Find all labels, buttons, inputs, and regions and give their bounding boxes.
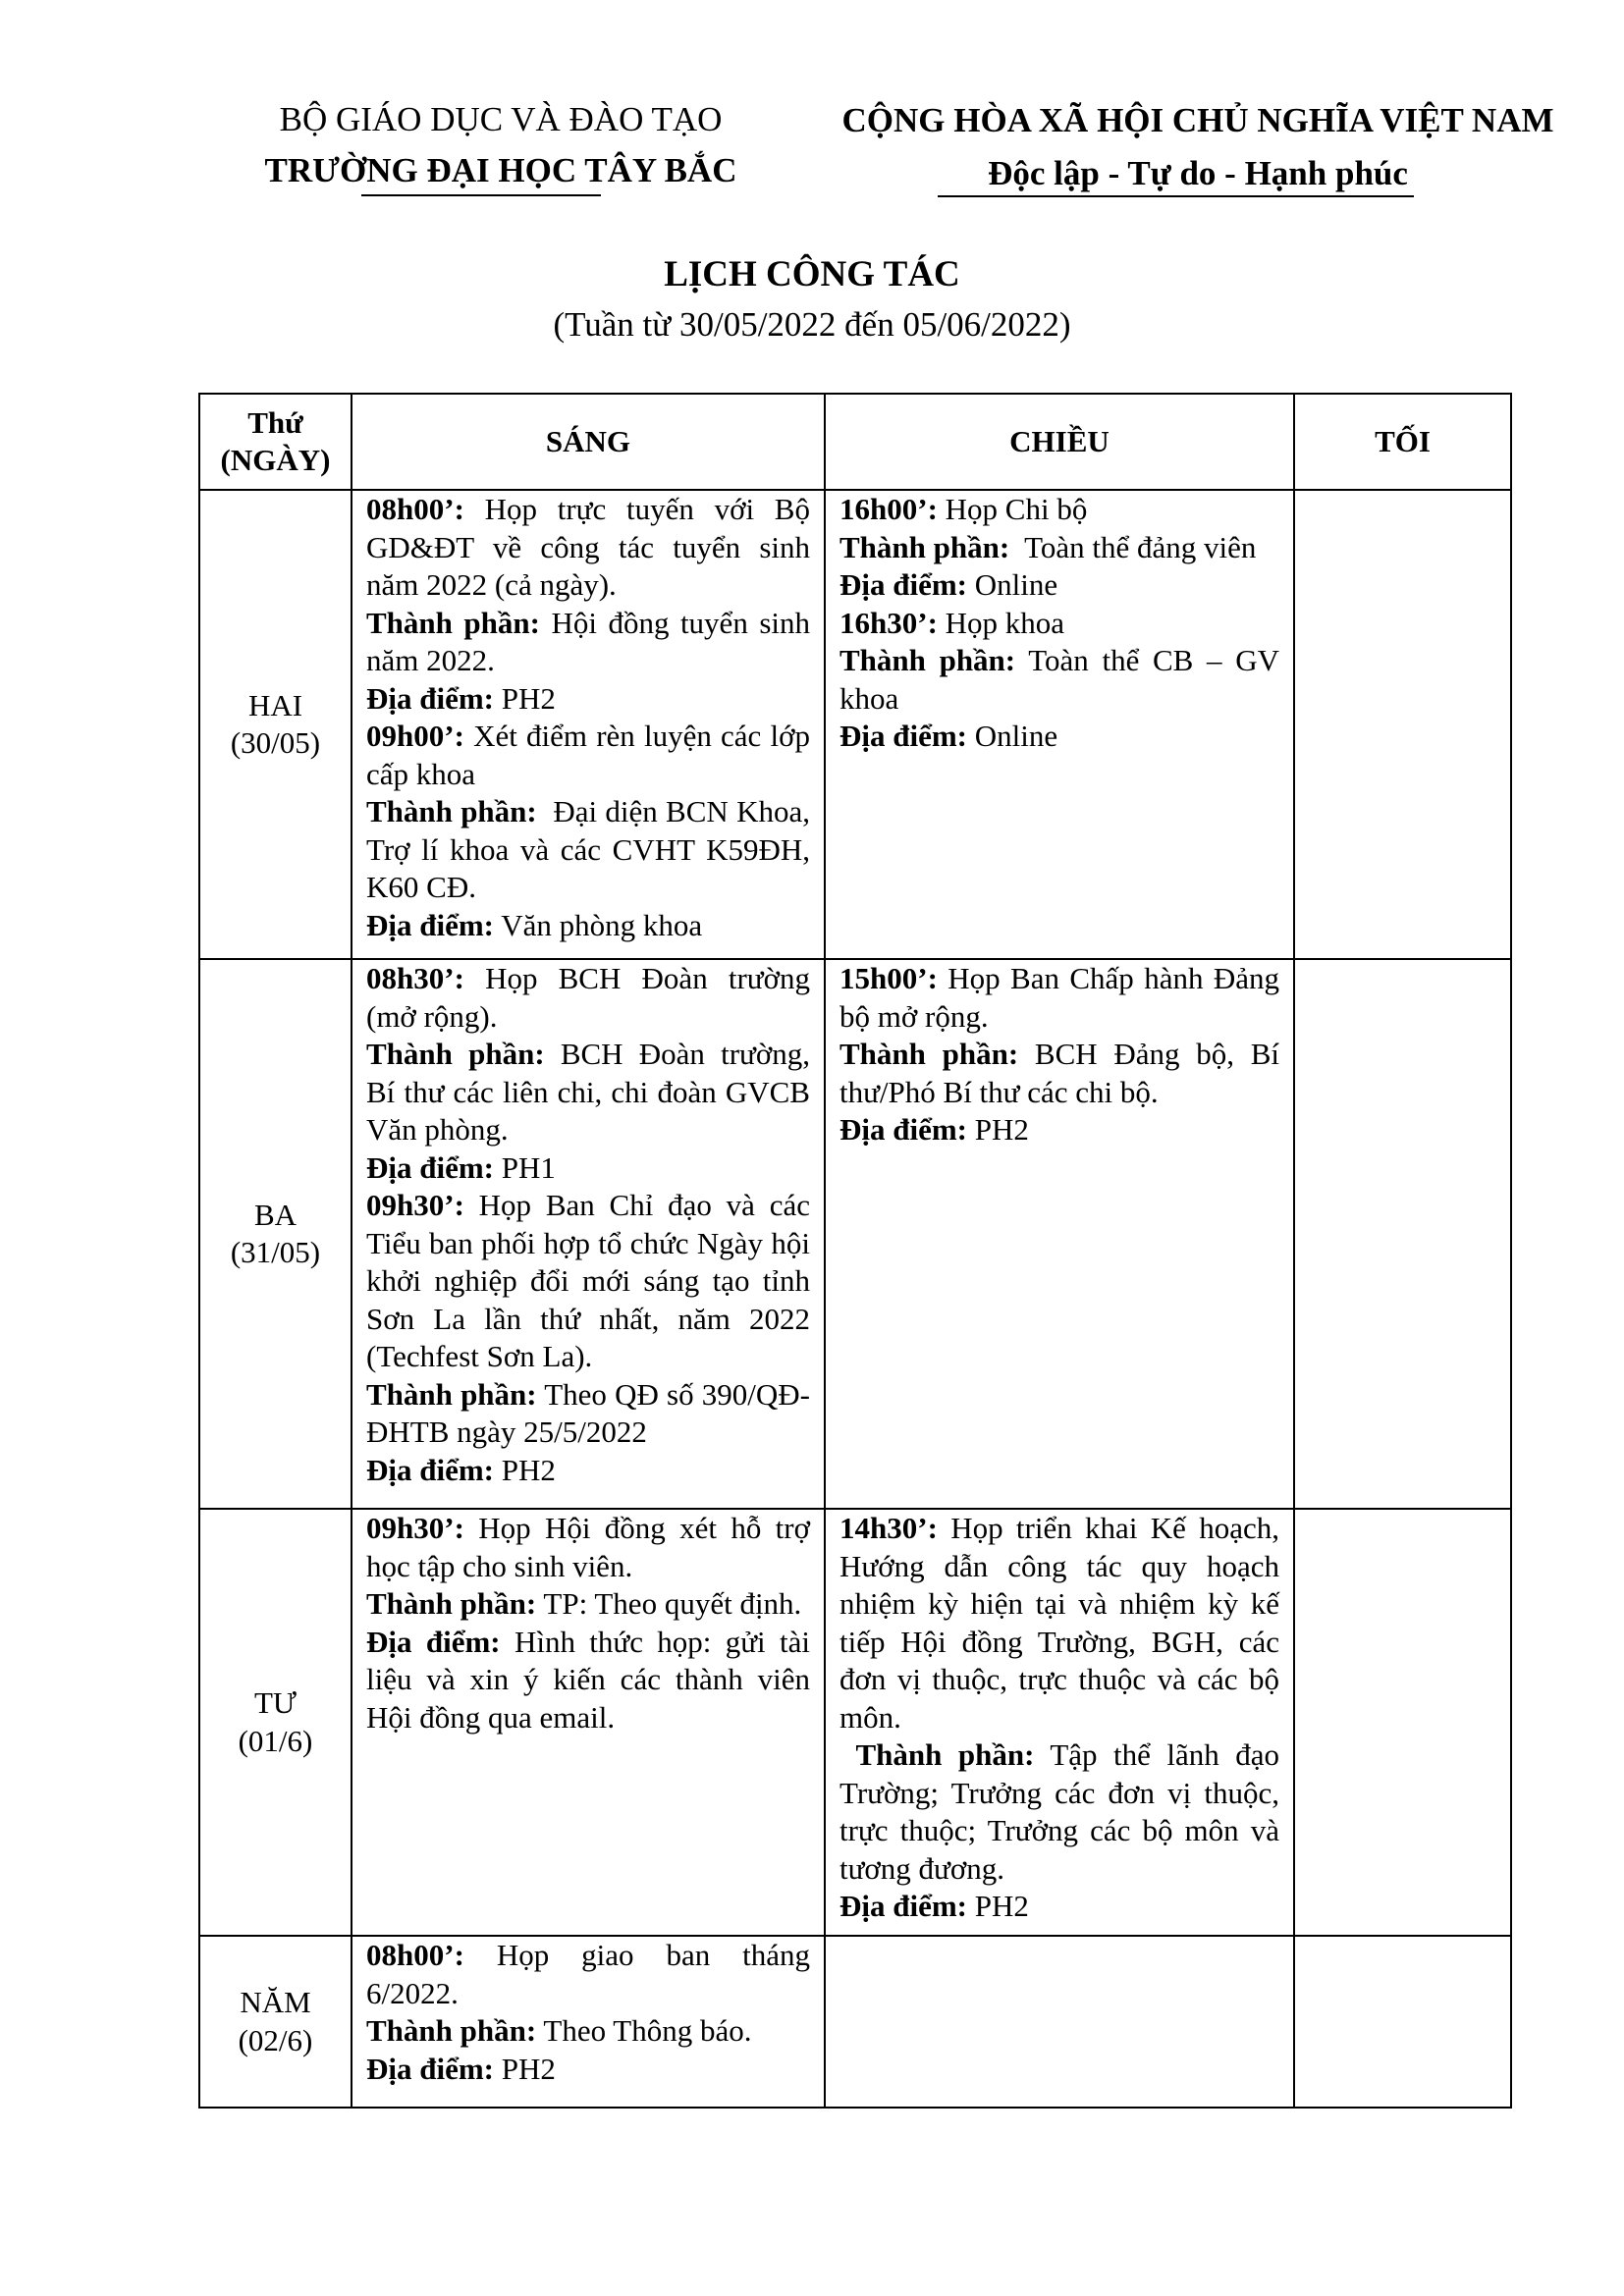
schedule-header-row [199,394,1511,490]
schedule-entry [366,2012,810,2051]
day-cell [199,959,352,1509]
schedule-entry [839,1111,1279,1149]
entry-text: PH2 [967,1889,1029,1923]
schedule-entry [839,1888,1279,1926]
entry-label: Thành phần: [366,794,537,828]
entry-label: Địa điểm: [839,1112,968,1147]
evening-cell [1294,490,1511,959]
schedule-entry [839,491,1279,529]
schedule-entry [839,1036,1287,1111]
day-date: (31/05) [230,1235,321,1269]
afternoon-cell [825,1509,1294,1936]
entry-text: Họp Chi bộ [937,492,1088,526]
day-date: (01/6) [238,1723,313,1758]
entry-label: Thành phần: [366,605,540,640]
entry-text: BCH Đảng bộ, Bí thư/Phó Bí thư các chi bộ. [839,1037,1287,1109]
schedule-entry [366,1376,810,1452]
schedule-row [199,1509,1511,1936]
entry-label: Địa điểm: [366,1624,501,1659]
entry-label: Thành phần: [839,1737,1035,1772]
schedule-entry [839,529,1279,567]
schedule-entry [366,1510,818,1585]
day-date: (30/05) [230,725,321,760]
schedule-entry [366,907,810,945]
header-day-line1: Thứ [247,404,303,440]
entry-label: Thành phần: [366,1037,545,1071]
entry-label: Địa điểm: [366,2051,495,2086]
entry-label: Thành phần: [839,643,1016,677]
morning-cell [352,490,825,959]
entry-text: Họp trực tuyến với Bộ GD&ĐT về công tác tuyển sinh năm 2022 (cả ngày). [366,492,818,602]
entry-text: Theo Thông báo. [536,2013,752,2048]
header-right-underline [938,195,1414,197]
day-name: HAI [247,687,303,722]
entry-label: 16h00’: [839,492,938,526]
header-left [196,94,805,196]
document-title: LỊCH CÔNG TÁC [664,254,960,294]
entry-text: Xét điểm rèn luyện các lớp cấp khoa [366,719,818,791]
entry-label: Thành phần: [366,1586,537,1621]
entry-text: Họp BCH Đoàn trường (mở rộng). [366,961,818,1034]
schedule-entry [839,718,1279,756]
afternoon-cell [825,490,1294,959]
entry-label: 15h00’: [839,961,938,995]
schedule-row [199,959,1511,1509]
header-left-underline [361,194,601,196]
ministry-name: BỘ GIÁO DỤC VÀ ĐÀO TẠO [279,100,723,138]
schedule-entry [839,642,1287,718]
entry-text: PH2 [494,1452,556,1487]
entry-text: Họp Ban Chỉ đạo và các Tiểu ban phối hợp tổ chức Ngày hội khởi nghiệp đổi mới sáng tạo tỉnh Sơn La lần thứ nhất, năm 2022 (Techfest Sơn La). [366,1188,818,1373]
entry-label: Địa điểm: [366,1452,495,1487]
header-right [815,94,1581,200]
entry-text: Hội đồng tuyển sinh năm 2022. [366,605,818,677]
entry-label: Địa điểm: [839,567,968,602]
entry-text: Online [967,567,1058,602]
entry-text: Toàn thể CB – GV khoa [839,643,1287,716]
entry-label: Địa điểm: [366,1149,495,1185]
entry-text: TP: Theo quyết định. [536,1586,802,1621]
day-name: BA [253,1197,298,1232]
entry-label: Thành phần: [839,529,1010,564]
entry-text: Họp giao ban tháng 6/2022. [366,1938,818,2010]
entry-text: Hình thức họp: gửi tài liệu và xin ý kiến các thành viên Hội đồng qua email. [366,1624,818,1735]
schedule-entry [366,1624,818,1737]
entry-label: 08h00’: [366,1938,464,1972]
entry-text: PH2 [494,680,556,716]
entry-text: PH1 [494,1149,556,1185]
entry-text: Theo QĐ số 390/QĐ-ĐHTB ngày 25/5/2022 [366,1376,810,1449]
day-name: NĂM [240,1985,311,2019]
entry-label: 09h30’: [366,1511,464,1545]
entry-text: Online [967,719,1058,753]
evening-cell [1294,959,1511,1509]
schedule-row [199,490,1511,959]
header-day-line2: (NGÀY) [220,443,331,477]
day-cell [199,1936,352,2108]
afternoon-cell [825,1936,1294,2108]
header-evening: TỐI [1294,394,1511,490]
entry-text: Họp khoa [937,605,1065,640]
entry-label: Địa điểm: [839,719,968,753]
schedule-entry [366,491,818,605]
schedule-table [198,393,1512,2109]
schedule-entry [366,605,818,680]
schedule-entry [366,2051,810,2089]
entry-text: Họp Ban Chấp hành Đảng bộ mở rộng. [839,961,1287,1034]
day-name: TƯ [254,1685,297,1720]
afternoon-cell [825,959,1294,1509]
schedule-entry [366,1187,818,1376]
schedule-entry [366,960,818,1036]
schedule-entry [366,1937,818,2012]
entry-text: PH2 [494,2051,556,2086]
evening-cell [1294,1936,1511,2108]
entry-text: PH2 [967,1112,1029,1147]
schedule-entry [366,1149,810,1188]
entry-label: 09h30’: [366,1188,464,1222]
republic-name: CỘNG HÒA XÃ HỘI CHỦ NGHĨA VIỆT NAM [841,101,1554,139]
entry-label: 16h30’: [839,605,938,640]
entry-text: Văn phòng khoa [494,907,703,942]
schedule-entry [366,718,818,793]
entry-label: Địa điểm: [839,1889,968,1923]
university-name: TRƯỜNG ĐẠI HỌC TÂY BẮC [264,151,737,189]
entry-label: Địa điểm: [366,907,495,942]
schedule-entry [839,605,1279,643]
document-subtitle: (Tuần từ 30/05/2022 đến 05/06/2022) [553,305,1071,344]
schedule-row [199,1936,1511,2108]
schedule-entry [366,793,818,907]
entry-label: Thành phần: [366,1376,537,1412]
header-day [199,394,352,490]
morning-cell [352,1936,825,2108]
national-motto: Độc lập - Tự do - Hạnh phúc [988,154,1408,192]
schedule-entry [366,1452,810,1490]
morning-cell [352,1509,825,1936]
header-morning: SÁNG [352,394,825,490]
entry-text: Toàn thể đảng viên [1009,529,1257,564]
entry-label: 09h00’: [366,719,464,753]
entry-label: 14h30’: [839,1511,938,1545]
day-cell [199,1509,352,1936]
schedule-entry [366,1036,818,1149]
morning-cell [352,959,825,1509]
day-date: (02/6) [238,2022,313,2057]
entry-label: 08h00’: [366,492,464,526]
schedule-entry [366,1585,810,1624]
schedule-entry [839,960,1287,1036]
header-afternoon: CHIỀU [825,394,1294,490]
schedule-entry [839,1510,1287,1736]
entry-text: Đại diện BCN Khoa, Trợ lí khoa và các CVHT K59ĐH, K60 CĐ. [366,794,818,904]
schedule-entry [839,566,1279,605]
entry-label: Thành phần: [366,2013,537,2048]
entry-label: Thành phần: [839,1037,1019,1071]
schedule-entry [839,1736,1287,1888]
evening-cell [1294,1509,1511,1936]
entry-text: Họp Hội đồng xét hỗ trợ học tập cho sinh viên. [366,1511,818,1583]
schedule-entry [366,680,810,719]
schedule-body [199,490,1511,2108]
day-cell [199,490,352,959]
entry-label: Địa điểm: [366,680,495,716]
entry-label: 08h30’: [366,961,464,995]
entry-text: Tập thể lãnh đạo Trường; Trưởng các đơn vị thuộc, trực thuộc; Trưởng các bộ môn và tương đương. [839,1737,1287,1886]
entry-text: Họp triển khai Kế hoạch, Hướng dẫn công tác quy hoạch nhiệm kỳ hiện tại và nhiệm kỳ kế tiếp Hội đồng Trường, BGH, các đơn vị thuộc, trực thuộc và các bộ môn. [839,1511,1287,1735]
entry-text: BCH Đoàn trường, Bí thư các liên chi, chi đoàn GVCB Văn phòng. [366,1037,818,1147]
